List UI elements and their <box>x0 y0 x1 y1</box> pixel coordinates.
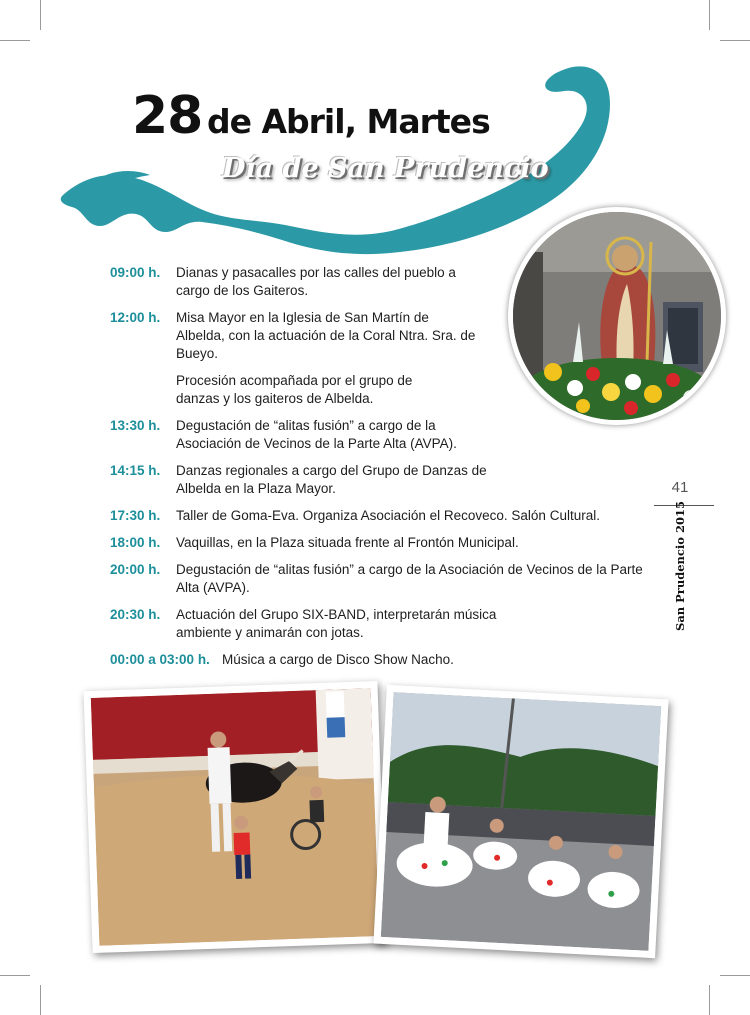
schedule-item <box>110 462 510 498</box>
schedule-item <box>110 651 650 669</box>
schedule-item <box>110 606 550 642</box>
schedule-description: Taller de Goma-Eva. Organiza Asociación el Recoveco. Salón Cultural. <box>176 508 600 523</box>
schedule-description: Música a cargo de Disco Show Nacho. <box>222 652 454 667</box>
vaquillas-photo <box>84 681 387 953</box>
bull-run-illustration <box>91 688 379 946</box>
crop-mark <box>0 975 30 976</box>
schedule-description: Misa Mayor en la Iglesia de San Martín de Albelda, con la actuación de la Coral Ntra. Sra. de Bueyo. <box>176 310 476 361</box>
schedule-time: 18:00 h. <box>110 535 161 550</box>
schedule-item <box>110 507 650 525</box>
schedule-description: Degustación de “alitas fusión” a cargo de la Asociación de Vecinos de la Parte Alta (AVPA). <box>176 418 457 451</box>
title-date: de Abril, Martes <box>206 102 490 141</box>
schedule-time: 09:00 h. <box>110 265 161 280</box>
schedule-description: Procesión acompañada por el grupo de danzas y los gaiteros de Albelda. <box>176 373 413 406</box>
crop-mark <box>709 985 710 1015</box>
schedule-time: 14:15 h. <box>110 463 161 478</box>
schedule-description: Vaquillas, en la Plaza situada frente al Frontón Municipal. <box>176 535 519 550</box>
danzas-photo <box>373 685 668 958</box>
title-day: 28 <box>132 86 203 146</box>
schedule-description: Danzas regionales a cargo del Grupo de Danzas de Albelda en la Plaza Mayor. <box>176 463 487 496</box>
schedule-description: Degustación de “alitas fusión” a cargo de la Asociación de Vecinos de la Parte Alta (AVPA). <box>176 562 643 595</box>
schedule-time: 12:00 h. <box>110 310 161 325</box>
running-title-text: San Prudencio 2015 <box>673 501 687 631</box>
schedule-item <box>110 561 650 597</box>
dancers-illustration <box>381 692 661 951</box>
schedule-time: 00:00 a 03:00 h. <box>110 652 210 667</box>
schedule-item <box>110 417 498 453</box>
schedule-item <box>110 264 480 300</box>
page-number: 41 <box>671 479 689 496</box>
page-title <box>132 86 490 146</box>
schedule-time: 20:30 h. <box>110 607 161 622</box>
crop-mark <box>40 985 41 1015</box>
schedule-list <box>110 264 650 678</box>
schedule-time: 13:30 h. <box>110 418 161 433</box>
page-subtitle: Día de San Prudencio <box>222 153 549 184</box>
schedule-description: Dianas y pasacalles por las calles del pueblo a cargo de los Gaiteros. <box>176 265 456 298</box>
schedule-item <box>110 534 650 552</box>
schedule-item <box>110 309 480 408</box>
running-title <box>671 501 689 631</box>
schedule-time: 20:00 h. <box>110 562 161 577</box>
schedule-time: 17:30 h. <box>110 508 161 523</box>
crop-mark <box>720 975 750 976</box>
schedule-description: Actuación del Grupo SIX-BAND, interpretarán música ambiente y animarán con jotas. <box>176 607 497 640</box>
